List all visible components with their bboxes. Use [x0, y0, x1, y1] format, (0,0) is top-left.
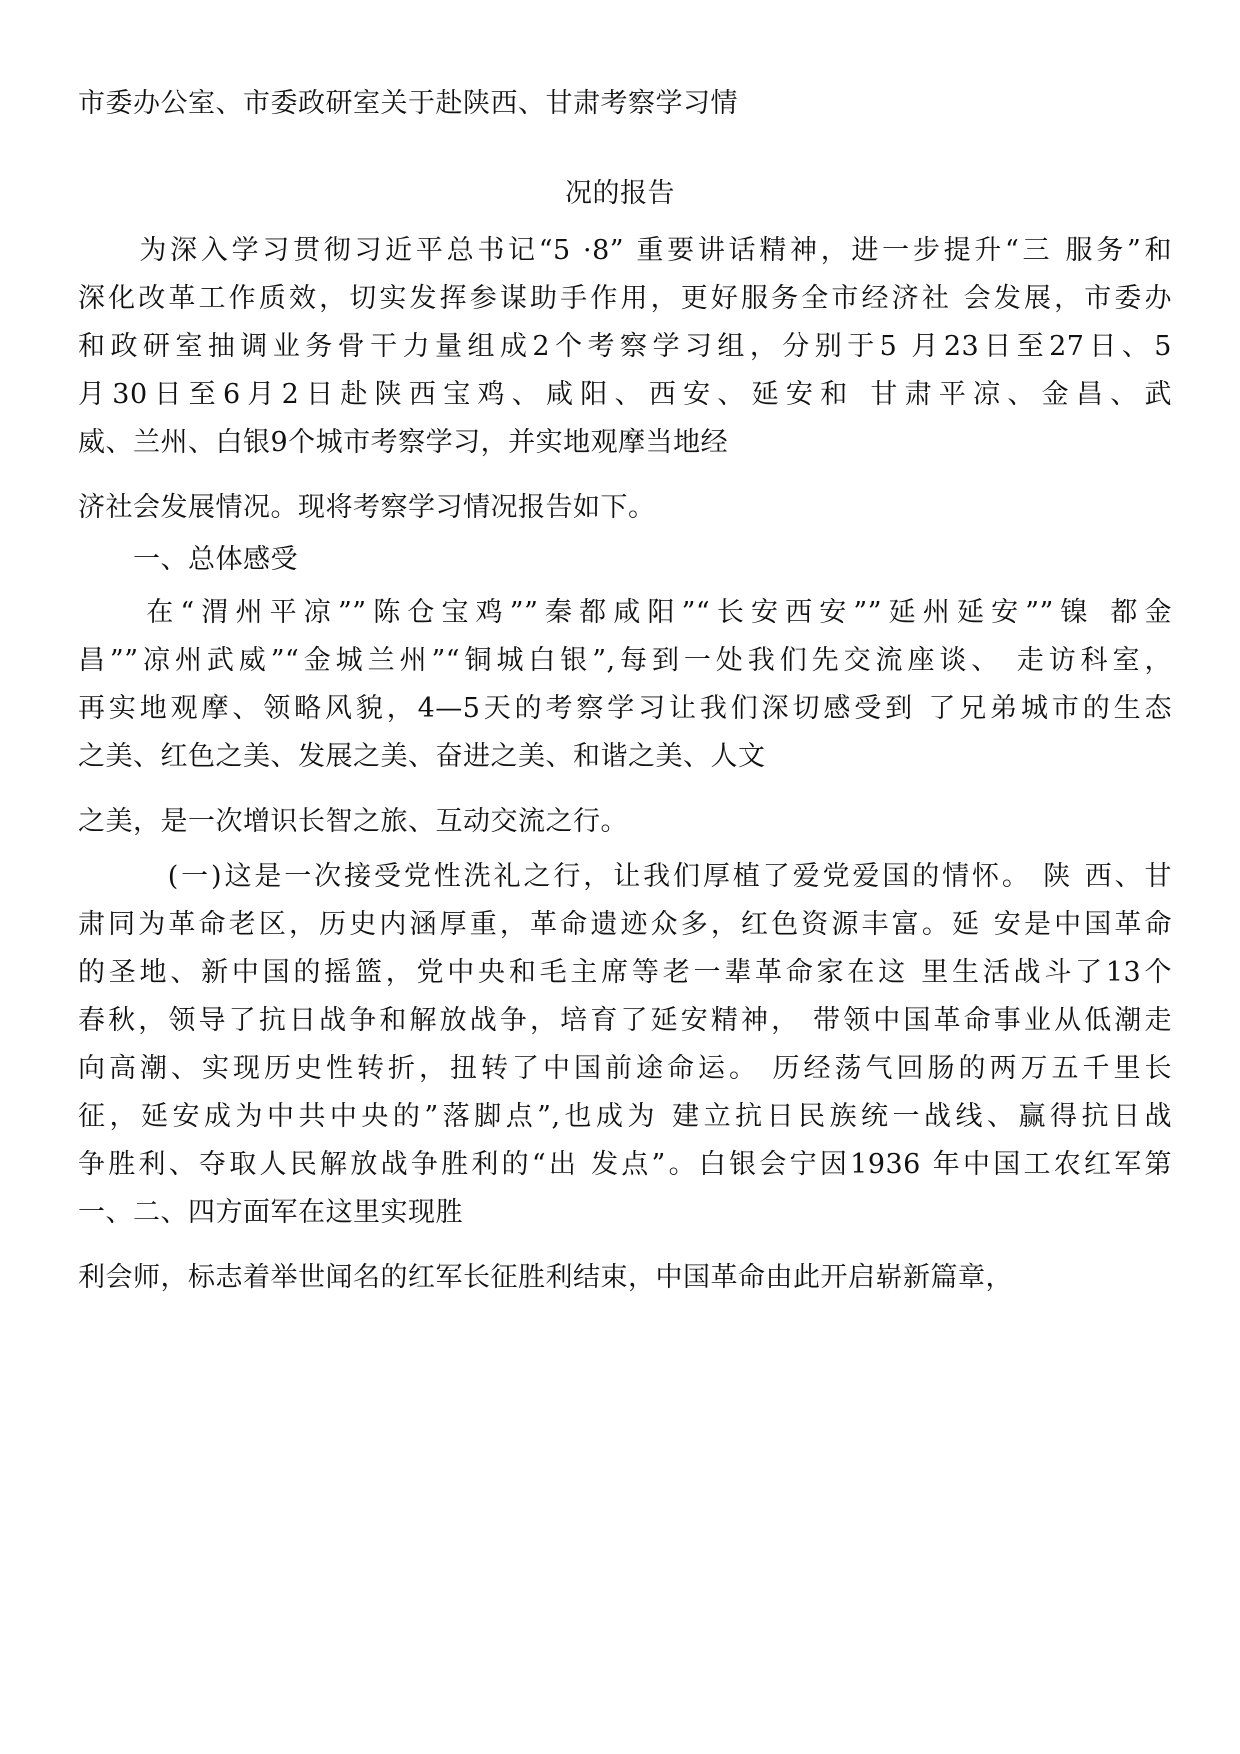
text-line: 春秋，领导了抗日战争和解放战争，培育了延安精神， 带领中国革命事业从低潮走: [78, 1005, 1172, 1036]
text-line: 昌””凉州武威”“金城兰州”“铜城白银”,每到一处我们先交流座谈、 走访科室，: [78, 645, 1172, 676]
text-line: 争胜利、夺取人民解放战争胜利的“出 发点”。白银会宁因1936 年中国工农红军第: [78, 1149, 1172, 1180]
text-line: 之美，是一次增识长智之旅、互动交流之行。: [78, 806, 628, 837]
text-line: 之美、红色之美、发展之美、奋进之美、和谐之美、人文: [78, 741, 766, 772]
document-title-line-2: 况的报告: [565, 178, 675, 209]
text-line: 月30日至6月2日赴陕西宝鸡、咸阳、西安、延安和 甘肃平凉、金昌、武: [78, 379, 1172, 410]
text-line: 在“渭州平凉””陈仓宝鸡””秦都咸阳”“长安西安””延州延安””镍 都金: [78, 597, 1172, 628]
text-line: 为深入学习贯彻习近平总书记“5 ·8” 重要讲话精神，进一步提升“三 服务”和: [78, 235, 1172, 266]
text-line: 的圣地、新中国的摇篮，党中央和毛主席等老一辈革命家在这 里生活战斗了13个: [78, 957, 1172, 988]
text-line: 向高潮、实现历史性转折，扭转了中国前途命运。 历经荡气回肠的两万五千里长: [78, 1053, 1172, 1084]
section-heading: 一、总体感受: [78, 544, 298, 575]
text-line: 深化改革工作质效，切实发挥参谋助手作用，更好服务全市经济社 会发展，市委办: [78, 283, 1172, 314]
text-line: 和政研室抽调业务骨干力量组成2个考察学习组，分别于5 月23日至27日、5: [78, 331, 1172, 362]
text-line: 再实地观摩、领略风貌，4—5天的考察学习让我们深切感受到 了兄弟城市的生态: [78, 693, 1172, 724]
document-title-line-1: 市委办公室、市委政研室关于赴陕西、甘肃考察学习情: [78, 88, 738, 119]
text-line: 济社会发展情况。现将考察学习情况报告如下。: [78, 492, 656, 523]
text-line: 利会师，标志着举世闻名的红军长征胜利结束，中国革命由此开启崭新篇章，: [78, 1262, 1013, 1293]
text-line: (一)这是一次接受党性洗礼之行，让我们厚植了爱党爱国的情怀。 陕 西、甘: [78, 861, 1172, 892]
text-line: 一、二、四方面军在这里实现胜: [78, 1197, 463, 1228]
text-line: 肃同为革命老区，历史内涵厚重，革命遗迹众多，红色资源丰富。延 安是中国革命: [78, 909, 1172, 940]
text-line: 征，延安成为中共中央的”落脚点”,也成为 建立抗日民族统一战线、赢得抗日战: [78, 1101, 1172, 1132]
text-line: 威、兰州、白银9个城市考察学习，并实地观摩当地经: [78, 427, 729, 458]
